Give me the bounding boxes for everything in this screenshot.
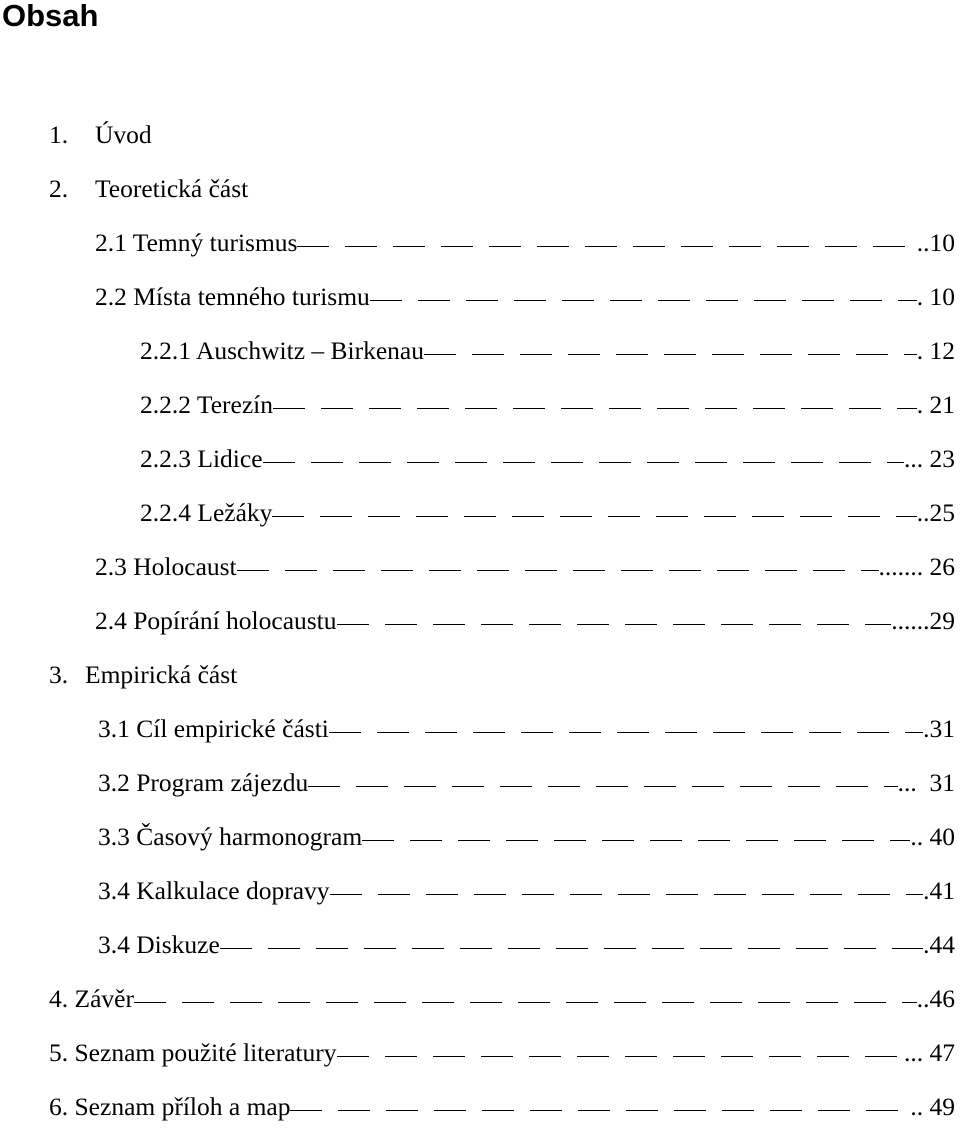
toc-leader	[329, 707, 923, 748]
toc-entry-dots: ..	[910, 822, 930, 851]
toc-entry-page: 21	[929, 390, 955, 419]
toc-entry-dots: .......	[878, 552, 930, 581]
toc-entry-dots: ..	[916, 498, 930, 527]
toc-entry-page: 25	[929, 498, 955, 527]
toc-entry-dots: .	[923, 876, 930, 905]
toc-entry-page: 12	[929, 336, 955, 365]
toc-entry-text: 3.3 Časový harmonogram	[98, 822, 363, 851]
toc-leader	[290, 1085, 910, 1126]
toc-entry-page: 10	[929, 282, 955, 311]
toc-leader	[263, 437, 904, 478]
toc-entry-number: 3.	[49, 660, 69, 689]
toc-leader	[273, 383, 917, 424]
toc-entry-dots: .	[923, 714, 930, 743]
toc-leader	[362, 815, 910, 856]
toc-entry-dots: .	[916, 282, 930, 311]
toc-entry-dots: ...	[897, 768, 930, 797]
toc-entry-text: 3.4 Kalkulace dopravy	[98, 876, 330, 905]
toc-entry-seznam-priloh[interactable]	[49, 1088, 955, 1126]
toc-entry-2-1[interactable]	[95, 224, 955, 262]
toc-entry-dots: .	[923, 930, 930, 959]
toc-entry-text: 3.1 Cíl empirické části	[98, 714, 329, 743]
toc-entry-page: 31	[929, 714, 955, 743]
toc-entry-2-2-3[interactable]	[140, 440, 955, 478]
toc-entry-text: 4. Závěr	[49, 984, 134, 1013]
toc-entry-2-2[interactable]	[95, 278, 955, 316]
toc-leader	[134, 977, 917, 1018]
toc-entry-dots: ......	[891, 606, 930, 635]
toc-entry-page: 23	[929, 444, 955, 473]
toc-entry-dots: .	[916, 336, 930, 365]
toc-entry-text: 6. Seznam příloh a map	[49, 1092, 291, 1121]
toc-entry-text: 2.2 Místa temného turismu	[95, 282, 370, 311]
toc-entry-dots: ...	[904, 1038, 930, 1067]
toc-entry-page: 10	[929, 228, 955, 257]
toc-entry-page: 47	[929, 1038, 955, 1067]
toc-entry-page: 46	[929, 984, 955, 1013]
toc-leader	[272, 491, 916, 532]
toc-entry-text: 2.4 Popírání holocaustu	[95, 606, 337, 635]
toc-entry-2-4[interactable]	[95, 602, 955, 640]
toc-entry-seznam-literatury[interactable]	[49, 1034, 955, 1072]
toc-leader	[337, 1031, 905, 1072]
toc-entry-dots: ..	[916, 984, 930, 1013]
toc-leader	[220, 923, 923, 964]
toc-leader	[424, 329, 917, 370]
toc-entry-text: 2.2.3 Lidice	[140, 444, 263, 473]
toc-entry-dots: ..	[910, 1092, 930, 1121]
toc-entry-number: 2.	[49, 174, 69, 203]
toc-entry-page: 40	[929, 822, 955, 851]
toc-leader	[370, 275, 917, 316]
toc-leader	[297, 221, 916, 262]
toc-entry-empiricka-cast[interactable]	[49, 656, 237, 694]
toc-entry-2-2-2[interactable]	[140, 386, 955, 424]
toc-entry-page: 31	[929, 768, 955, 797]
toc-entry-text: 2.3 Holocaust	[95, 552, 237, 581]
toc-leader	[237, 545, 879, 586]
toc-entry-2-2-4[interactable]	[140, 494, 955, 532]
toc-entry-dots: ..	[916, 228, 930, 257]
toc-entry-text: Úvod	[95, 120, 152, 149]
toc-entry-dots: .	[916, 390, 930, 419]
toc-entry-teoreticka-cast[interactable]	[49, 170, 248, 208]
toc-entry-text: 2.2.4 Ležáky	[140, 498, 273, 527]
toc-entry-text: Empirická část	[85, 660, 238, 689]
toc-entry-3-4-diskuze[interactable]	[98, 926, 955, 964]
toc-entry-dots: ...	[904, 444, 930, 473]
toc-entry-3-2[interactable]	[98, 764, 955, 802]
toc-entry-text: 5. Seznam použité literatury	[49, 1038, 337, 1067]
toc-entry-page: 41	[929, 876, 955, 905]
toc-entry-2-2-1[interactable]	[140, 332, 955, 370]
toc-entry-zaver[interactable]	[49, 980, 955, 1018]
toc-entry-3-4-kalkulace[interactable]	[98, 872, 955, 910]
toc-entry-text: 2.2.1 Auschwitz – Birkenau	[140, 336, 424, 365]
toc-entry-page: 29	[929, 606, 955, 635]
toc-entry-3-3[interactable]	[98, 818, 955, 856]
toc-entry-page: 26	[929, 552, 955, 581]
page-title: Obsah	[2, 0, 99, 33]
toc-entry-text: Teoretická část	[95, 174, 249, 203]
toc-entry-uvod[interactable]	[49, 116, 152, 154]
toc-leader	[330, 869, 924, 910]
toc-entry-text: 2.1 Temný turismus	[95, 228, 298, 257]
toc-entry-text: 2.2.2 Terezín	[140, 390, 273, 419]
toc-entry-page: 44	[929, 930, 955, 959]
toc-entry-number: 1.	[49, 120, 69, 149]
toc-entry-3-1[interactable]	[98, 710, 955, 748]
toc-entry-page: 49	[929, 1092, 955, 1121]
toc-entry-2-3[interactable]	[95, 548, 955, 586]
toc-leader	[308, 761, 897, 802]
toc-entry-text: 3.4 Diskuze	[98, 930, 220, 959]
toc-leader	[337, 599, 892, 640]
toc-entry-text: 3.2 Program zájezdu	[98, 768, 309, 797]
